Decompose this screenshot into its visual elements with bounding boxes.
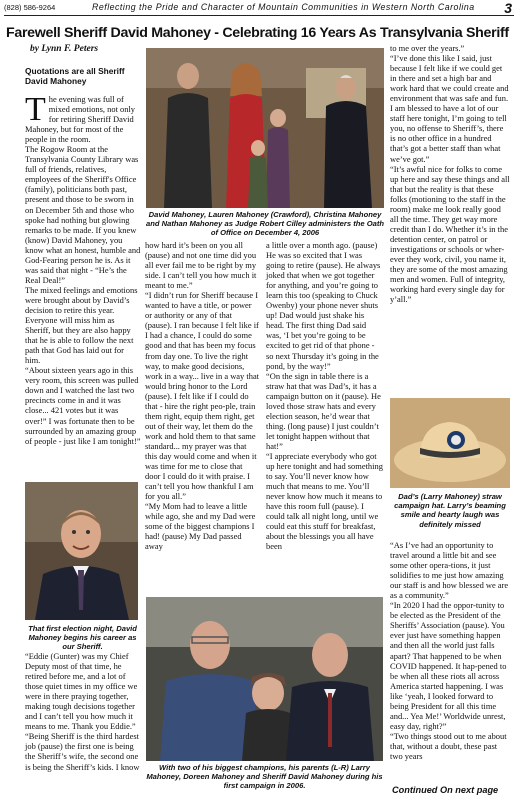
article-headline: Farewell Sheriff David Mahoney - Celebrating 16 Years As Transylvania Sheriff	[6, 25, 509, 41]
paragraph: “I appreciate everybody who got up here tonight and had something to say. You’ll never know how much that means to me. You’ll never know how much it means to have this room full (pause). I could talk all night long, until we could eat this stuff for breakfast, about the blessings you all have been	[266, 450, 383, 552]
continued-next-page: Continued On next page	[392, 785, 499, 795]
column-1-continued	[25, 651, 141, 772]
paragraph: to me over the years.”	[390, 43, 465, 53]
parents-caption: With two of his biggest champions, his parents (L-R) Larry Mahoney, Doreen Mahoney and Sheriff David Mahoney during his first campaign in 2006.	[146, 763, 383, 791]
paragraph: “On the sign in table there is a straw hat that was Dad’s, it has a campaign button on it (pause). He loved those straw hats and every election season, he’d wear that thing. (long pause) I just couldn’t let tonight happen without that hat!”	[266, 370, 381, 451]
paragraph: “Two things stood out to me about that, without a doubt, these past two years	[390, 730, 507, 761]
paragraph: he evening was full of mixed emotions, not only for retiring Sheriff David Mahoney, but for most of the people in the room.	[25, 94, 136, 145]
column-4	[390, 43, 510, 304]
paragraph: “Being Sheriff is the third hardest job (pause) the first one is being the Sheriff’s wife, the second one is being the Sheriff’s kids. I know	[25, 731, 140, 772]
paragraph: “I’ve done this like I said, just because I felt like if we could get in there and set a high bar and work hard that we could create and environment that was safe and fun. I am blessed to have a lot of our staff here tonight, I’m going to tell you, no offense to Sheriff’s, there is no other office in a hundred that’s got a better staff than what we’ve got.”	[390, 53, 509, 164]
column-1	[25, 66, 141, 446]
column-3	[266, 240, 383, 551]
paragraph: “It’s awful nice for folks to come up here and say these things and all that but the reality is that these folks (motioning to the staff in the room) make me look really good all the time. They get way more credit than I do. Whether it’s in the detention center, on patrol or investigations or schools or wher-ever they work, civil, you name it, they are some of the most amazing men and women. Full of integrity, working hard every single day for y’all.”	[390, 163, 510, 305]
column-4-continued	[390, 540, 510, 761]
header-phone: (828) 586-9264	[4, 3, 56, 12]
paragraph: a little over a month ago. (pause) He was so excited that I was going to retire (pause). He always joked that when we got together for anything, and you’re going to learn this too (speaking to Chuck Owenby) your phone never shuts up! Dad would just shake his head. The first thing Dad said was, ‘I bet you’re going to be excited to get rid of that phone - so next Thursday it’s going in the pond, by the way!”	[266, 240, 381, 371]
paragraph: how hard it’s been on you all (pause) and not one time did you all ever fail me to be right by my side. I can’t tell you how much it meant to me.”	[145, 240, 257, 291]
paragraph: “As I’ve had an opportunity to travel around a little bit and see some other opera-tions, it just solidifies to me just how amazing our staff is and how blessed we are as a community.”	[390, 540, 509, 601]
paragraph: The mixed feelings and emotions were brought about by David’s decision to retire this year. Everyone will miss him as Sheriff, but they are also happy that he is able to follow the next path that God has laid out for him.	[25, 284, 138, 366]
paragraph: “In 2020 I had the oppor-tunity to be elected as the President of the Sheriffs’ Association (pause). You ever just have something happen and then all the world just falls apart? That happened to be when COVID happened. It hap-pened to be when all these riots all across America started happening. I was like ‘yeah, I looked forward to being President for all this time and... Yea Me!’ Worldwide unrest, easy day, right?”	[390, 600, 507, 731]
header-tagline: Reflecting the Pride and Character of Mountain Communities in Western North Carolina	[92, 2, 475, 12]
page-header	[4, 2, 514, 16]
election-night-caption: That first election night, David Mahoney begins his career as our Sheriff.	[28, 624, 137, 652]
column-2	[145, 240, 260, 551]
drop-cap: T	[25, 91, 46, 128]
article-byline: by Lynn F. Peters	[30, 44, 99, 54]
parents-photo	[146, 597, 383, 761]
article-kicker: Quotations are all Sheriff David Mahoney	[25, 66, 125, 86]
straw-hat-caption: Dad’s (Larry Mahoney) straw campaign hat. Larry’s beaming smile and hearty laugh was definitely missed	[394, 492, 506, 529]
election-night-photo	[25, 482, 138, 620]
oath-of-office-photo	[146, 48, 384, 208]
paragraph: “Eddie (Gunter) was my Chief Deputy most of that time, he retired before me, and a lot of those quiet times in my office we were in there praying together, making tough decisions together and I can’t tell you how much it means to me. Thank you Eddie.”	[25, 651, 138, 732]
straw-hat-photo	[390, 398, 510, 488]
paragraph: “I didn’t run for Sheriff because I wanted to have a title, or power or authority or any of that (pause). I ran because I felt like if I had a chance, I could do some good and that has been my focus from day one. To live the right way, to make good decisions, work in a way... live in a way that would bring honor to the Lord (pause). I felt like if I could do that - hire the right peo-ple, train them right, equip them right, get out of their way, let them do the work and hold them to that same standard... my prayer was that this day would come and when it was time for me to close that door I could do it with praise. I can’t tell you how thankful I am for you all.”	[145, 290, 260, 502]
oath-of-office-caption: David Mahoney, Lauren Mahoney (Crawford), Christina Mahoney and Nathan Mahoney as Judge Robert Cilley administers the Oath of Office on December 4, 2006	[146, 210, 384, 238]
paragraph: “About sixteen years ago in this very room, this screen was pulled down and I watched the last two precincts come in and it was close... 421 votes but it was over!” I was fortunate then to be surrounded by an amazing group of people - just like I am tonight!”	[25, 365, 141, 446]
paragraph: The Rogow Room at the Transylvania County Library was full of friends, relatives, employees of the Sheriff's Office (family), politicians both past, present and those to be sworn in on December 5th and those who spoke had nothing but glowing remarks to be made. If you knew (know) David Mahoney, you know what an honest, humble and God-Fearing person he is. As it was said that night - “He’s the Real Deal!”	[25, 144, 141, 285]
page-number: 3	[504, 0, 512, 16]
paragraph: “My Mom had to leave a little while ago, she and my Dad were some of the biggest champions I had! (pause) My Dad passed away	[145, 501, 256, 552]
